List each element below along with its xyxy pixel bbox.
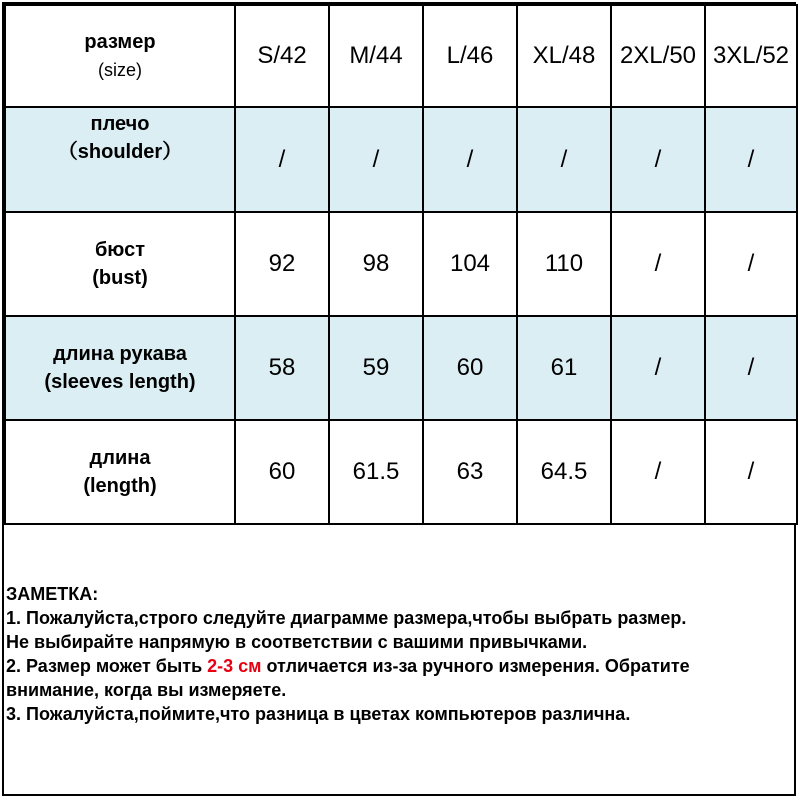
table-row-sleeves-length (5, 316, 797, 420)
value-cell: / (705, 420, 797, 524)
row-label (6, 340, 234, 396)
value-cell: 63 (423, 420, 517, 524)
value-cell: / (705, 107, 797, 212)
notes-line-4: внимание, когда вы измеряете. (6, 680, 287, 700)
notes-title: ЗАМЕТКА: (6, 584, 99, 604)
size-header-cell: L/46 (423, 5, 517, 107)
row-label-ru: длина (89, 447, 151, 469)
size-header-row (5, 5, 797, 107)
value-cell: 61 (517, 316, 611, 420)
size-header-cell: S/42 (235, 5, 329, 107)
notes-highlight: 2-3 см (207, 656, 262, 676)
row-label-ru: плечо (90, 113, 150, 135)
value-cell: 104 (423, 212, 517, 316)
row-label (6, 444, 234, 500)
table-row-length (5, 420, 797, 524)
size-header-cell: M/44 (329, 5, 423, 107)
notes-line-3 (6, 654, 796, 678)
notes-line-1: 1. Пожалуйста,строго следуйте диаграмме размера,чтобы выбрать размер. (6, 608, 687, 628)
value-cell: / (423, 107, 517, 212)
row-label-ru: длина рукава (53, 343, 187, 365)
size-header-cell: XL/48 (517, 5, 611, 107)
value-cell: / (705, 212, 797, 316)
value-cell: 110 (517, 212, 611, 316)
value-cell: 61.5 (329, 420, 423, 524)
value-cell: 59 (329, 316, 423, 420)
value-cell: / (611, 316, 705, 420)
size-header-label-cell (5, 5, 235, 107)
value-cell: 60 (235, 420, 329, 524)
row-label-en: (sleeves length) (44, 371, 196, 393)
value-cell: 92 (235, 212, 329, 316)
row-label-cell (5, 420, 235, 524)
notes-line-3-after: отличается из-за ручного измерения. Обратите (261, 656, 690, 676)
size-label (6, 28, 234, 84)
value-cell: / (611, 107, 705, 212)
size-header-cell: 2XL/50 (611, 5, 705, 107)
value-cell: 64.5 (517, 420, 611, 524)
notes-line-2: Не выбирайте напрямую в соответствии с вашими привычками. (6, 632, 588, 652)
row-label-cell (5, 316, 235, 420)
value-cell: / (517, 107, 611, 212)
size-header-cell: 3XL/52 (705, 5, 797, 107)
notes-line-5: 3. Пожалуйста,поймите,что разница в цветах компьютеров различна. (6, 704, 631, 724)
value-cell: / (235, 107, 329, 212)
row-label (6, 110, 234, 166)
value-cell: 60 (423, 316, 517, 420)
value-cell: / (611, 212, 705, 316)
table-row-shoulder (5, 107, 797, 212)
row-label-ru: бюст (94, 239, 146, 261)
value-cell: 98 (329, 212, 423, 316)
row-label-cell (5, 212, 235, 316)
row-label-en: (length) (83, 475, 157, 497)
row-label-cell (5, 107, 235, 212)
size-label-en: (size) (98, 60, 142, 80)
value-cell: / (611, 420, 705, 524)
row-label-en: （shoulder） (57, 141, 183, 163)
size-label-ru: размер (84, 31, 156, 53)
value-cell: / (329, 107, 423, 212)
size-chart-table (4, 4, 798, 525)
value-cell: / (705, 316, 797, 420)
value-cell: 58 (235, 316, 329, 420)
row-label-en: (bust) (92, 267, 148, 289)
notes-block (6, 582, 796, 726)
notes-line-3-before: 2. Размер может быть (6, 656, 208, 676)
table-row-bust (5, 212, 797, 316)
row-label (6, 236, 234, 292)
